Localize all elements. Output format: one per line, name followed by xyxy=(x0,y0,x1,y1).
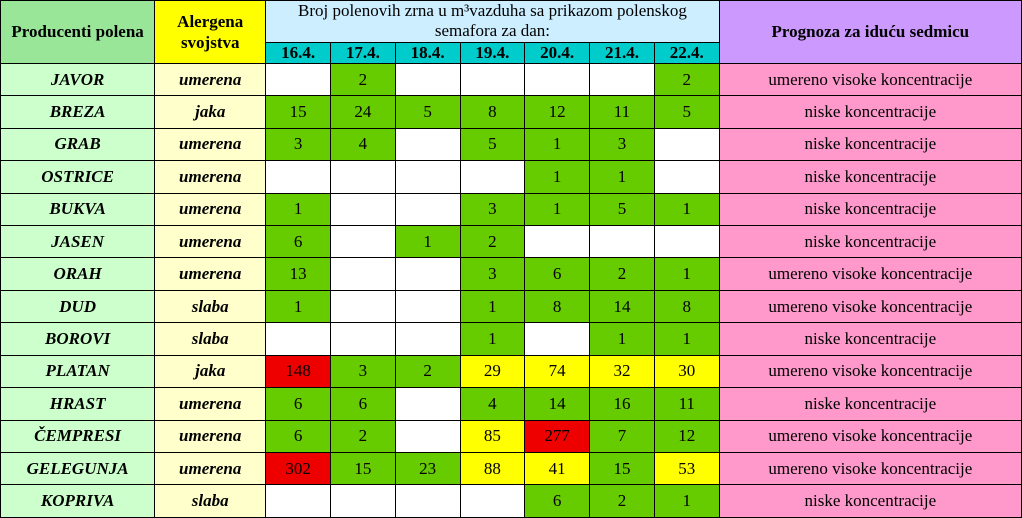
count-cell xyxy=(266,161,331,193)
header-day-3: 19.4. xyxy=(460,42,525,63)
forecast-cell: niske koncentracije xyxy=(719,388,1021,420)
count-cell: 88 xyxy=(460,453,525,485)
producer-cell: ČEMPRESI xyxy=(1,420,155,452)
count-cell: 277 xyxy=(525,420,590,452)
forecast-cell: umereno visoke koncentracije xyxy=(719,63,1021,95)
count-cell: 6 xyxy=(331,388,396,420)
count-cell: 1 xyxy=(525,193,590,225)
count-cell: 2 xyxy=(460,225,525,257)
allergen-cell: jaka xyxy=(155,355,266,387)
count-cell: 30 xyxy=(654,355,719,387)
allergen-cell: umerena xyxy=(155,128,266,160)
forecast-cell: niske koncentracije xyxy=(719,161,1021,193)
forecast-cell: umereno visoke koncentracije xyxy=(719,258,1021,290)
producer-cell: ORAH xyxy=(1,258,155,290)
forecast-cell: umereno visoke koncentracije xyxy=(719,355,1021,387)
table-row xyxy=(1,420,1022,452)
producer-cell: GELEGUNJA xyxy=(1,453,155,485)
count-cell: 14 xyxy=(525,388,590,420)
count-cell: 7 xyxy=(590,420,655,452)
header-day-2: 18.4. xyxy=(395,42,460,63)
count-cell: 53 xyxy=(654,453,719,485)
count-cell xyxy=(395,388,460,420)
header-day-4: 20.4. xyxy=(525,42,590,63)
count-cell: 32 xyxy=(590,355,655,387)
count-cell xyxy=(266,323,331,355)
count-cell: 11 xyxy=(590,96,655,128)
count-cell xyxy=(590,225,655,257)
count-cell xyxy=(654,161,719,193)
allergen-cell: umerena xyxy=(155,388,266,420)
count-cell: 302 xyxy=(266,453,331,485)
count-cell: 2 xyxy=(654,63,719,95)
forecast-cell: niske koncentracije xyxy=(719,128,1021,160)
allergen-cell: umerena xyxy=(155,453,266,485)
allergen-cell: slaba xyxy=(155,323,266,355)
table-row xyxy=(1,63,1022,95)
count-cell: 1 xyxy=(266,193,331,225)
count-cell xyxy=(395,63,460,95)
forecast-cell: umereno visoke koncentracije xyxy=(719,290,1021,322)
table-header xyxy=(1,1,1022,64)
producer-cell: BUKVA xyxy=(1,193,155,225)
count-cell xyxy=(395,193,460,225)
table-row xyxy=(1,290,1022,322)
forecast-cell: niske koncentracije xyxy=(719,225,1021,257)
table-row xyxy=(1,355,1022,387)
forecast-cell: niske koncentracije xyxy=(719,193,1021,225)
count-cell: 1 xyxy=(525,161,590,193)
table-row xyxy=(1,96,1022,128)
producer-cell: JASEN xyxy=(1,225,155,257)
table-row xyxy=(1,225,1022,257)
count-cell: 85 xyxy=(460,420,525,452)
count-cell: 5 xyxy=(460,128,525,160)
count-cell: 8 xyxy=(525,290,590,322)
count-cell: 5 xyxy=(654,96,719,128)
count-cell: 1 xyxy=(460,323,525,355)
count-cell: 4 xyxy=(331,128,396,160)
count-cell xyxy=(590,63,655,95)
table-row xyxy=(1,161,1022,193)
count-cell: 12 xyxy=(654,420,719,452)
count-cell: 2 xyxy=(590,258,655,290)
header-day-5: 21.4. xyxy=(590,42,655,63)
forecast-cell: niske koncentracije xyxy=(719,323,1021,355)
producer-cell: KOPRIVA xyxy=(1,485,155,518)
count-cell xyxy=(331,193,396,225)
count-cell: 2 xyxy=(331,63,396,95)
count-cell xyxy=(395,420,460,452)
count-cell: 5 xyxy=(590,193,655,225)
count-cell xyxy=(331,258,396,290)
count-cell: 2 xyxy=(590,485,655,518)
forecast-cell: umereno visoke koncentracije xyxy=(719,453,1021,485)
count-cell: 24 xyxy=(331,96,396,128)
count-cell: 6 xyxy=(525,485,590,518)
count-cell xyxy=(266,63,331,95)
count-cell: 5 xyxy=(395,96,460,128)
count-cell: 1 xyxy=(654,485,719,518)
allergen-cell: umerena xyxy=(155,193,266,225)
count-cell: 74 xyxy=(525,355,590,387)
count-cell: 16 xyxy=(590,388,655,420)
count-cell xyxy=(654,225,719,257)
header-allergen: Alergena svojstva xyxy=(155,1,266,64)
count-cell: 6 xyxy=(266,420,331,452)
count-cell xyxy=(331,225,396,257)
count-cell xyxy=(395,485,460,518)
count-cell: 13 xyxy=(266,258,331,290)
count-cell: 41 xyxy=(525,453,590,485)
table-body xyxy=(1,63,1022,517)
allergen-cell: slaba xyxy=(155,485,266,518)
producer-cell: GRAB xyxy=(1,128,155,160)
count-cell: 1 xyxy=(590,323,655,355)
forecast-cell: niske koncentracije xyxy=(719,485,1021,518)
count-cell: 1 xyxy=(654,193,719,225)
producer-cell: BREZA xyxy=(1,96,155,128)
count-cell: 8 xyxy=(654,290,719,322)
count-cell xyxy=(460,63,525,95)
count-cell xyxy=(395,323,460,355)
count-cell xyxy=(331,161,396,193)
count-cell: 29 xyxy=(460,355,525,387)
count-cell: 148 xyxy=(266,355,331,387)
allergen-cell: slaba xyxy=(155,290,266,322)
count-cell: 1 xyxy=(654,258,719,290)
count-cell: 15 xyxy=(266,96,331,128)
count-cell xyxy=(395,128,460,160)
allergen-cell: umerena xyxy=(155,225,266,257)
header-day-6: 22.4. xyxy=(654,42,719,63)
count-cell: 3 xyxy=(590,128,655,160)
count-cell xyxy=(525,225,590,257)
count-cell xyxy=(460,485,525,518)
count-cell: 6 xyxy=(525,258,590,290)
count-cell xyxy=(331,323,396,355)
count-cell: 2 xyxy=(331,420,396,452)
count-cell: 3 xyxy=(331,355,396,387)
count-cell xyxy=(395,258,460,290)
count-cell: 3 xyxy=(266,128,331,160)
forecast-cell: niske koncentracije xyxy=(719,96,1021,128)
count-cell: 1 xyxy=(525,128,590,160)
count-cell: 15 xyxy=(331,453,396,485)
producer-cell: BOROVI xyxy=(1,323,155,355)
table-row xyxy=(1,128,1022,160)
count-cell xyxy=(331,485,396,518)
count-cell xyxy=(395,161,460,193)
count-cell: 1 xyxy=(395,225,460,257)
count-cell: 1 xyxy=(460,290,525,322)
count-cell xyxy=(395,290,460,322)
table-row xyxy=(1,193,1022,225)
count-cell xyxy=(460,161,525,193)
count-cell: 3 xyxy=(460,258,525,290)
count-cell: 1 xyxy=(590,161,655,193)
count-cell: 6 xyxy=(266,225,331,257)
count-cell: 15 xyxy=(590,453,655,485)
allergen-cell: jaka xyxy=(155,96,266,128)
producer-cell: HRAST xyxy=(1,388,155,420)
count-cell xyxy=(331,290,396,322)
header-forecast: Prognoza za iduću sedmicu xyxy=(719,1,1021,64)
header-producers: Producenti polena xyxy=(1,1,155,64)
count-cell: 3 xyxy=(460,193,525,225)
count-cell: 4 xyxy=(460,388,525,420)
header-day-0: 16.4. xyxy=(266,42,331,63)
count-cell: 11 xyxy=(654,388,719,420)
producer-cell: PLATAN xyxy=(1,355,155,387)
count-cell: 1 xyxy=(654,323,719,355)
producer-cell: OSTRICE xyxy=(1,161,155,193)
count-cell: 12 xyxy=(525,96,590,128)
allergen-cell: umerena xyxy=(155,161,266,193)
count-cell xyxy=(654,128,719,160)
table-row xyxy=(1,485,1022,518)
count-cell: 14 xyxy=(590,290,655,322)
count-cell: 2 xyxy=(395,355,460,387)
table-row xyxy=(1,258,1022,290)
table-row xyxy=(1,388,1022,420)
count-cell xyxy=(525,63,590,95)
allergen-cell: umerena xyxy=(155,258,266,290)
header-day-1: 17.4. xyxy=(331,42,396,63)
count-cell: 8 xyxy=(460,96,525,128)
allergen-cell: umerena xyxy=(155,63,266,95)
count-cell: 6 xyxy=(266,388,331,420)
count-cell xyxy=(266,485,331,518)
header-days-title: Broj polenovih zrna u m³vazduha sa prikazom polenskog semafora za dan: xyxy=(266,1,719,43)
forecast-cell: umereno visoke koncentracije xyxy=(719,420,1021,452)
allergen-cell: umerena xyxy=(155,420,266,452)
producer-cell: DUD xyxy=(1,290,155,322)
count-cell xyxy=(525,323,590,355)
count-cell: 1 xyxy=(266,290,331,322)
header-row-top xyxy=(1,1,1022,43)
count-cell: 23 xyxy=(395,453,460,485)
table-row xyxy=(1,323,1022,355)
table-row xyxy=(1,453,1022,485)
producer-cell: JAVOR xyxy=(1,63,155,95)
